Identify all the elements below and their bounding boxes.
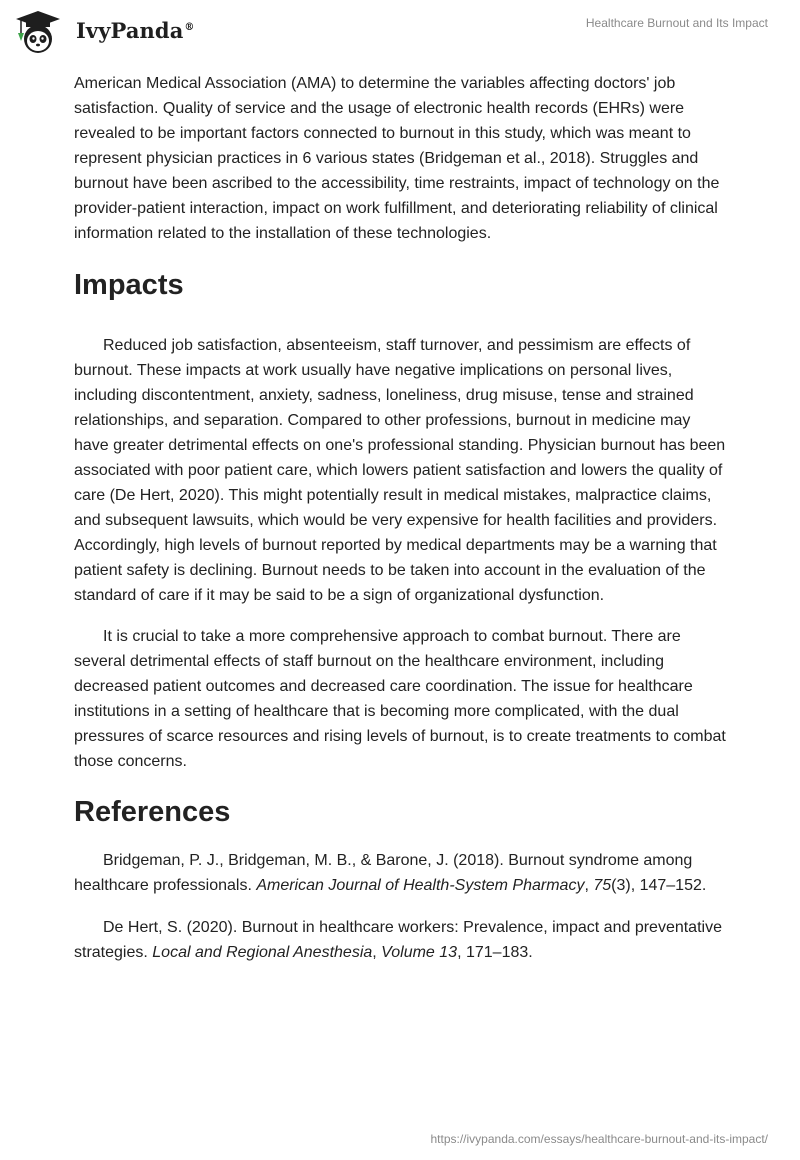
brand-name[interactable] — [76, 18, 195, 43]
reference-item — [74, 848, 726, 898]
references-heading: References — [74, 796, 231, 828]
impacts-paragraph-2: It is crucial to take a more comprehensive approach to combat burnout. There are several detrimental effects of staff burnout on the healthcare environment, including decreased patient outcomes and decreased care coordination. The issue for healthcare institutions in a setting of healthcare that is becoming more complicated, with the dual pressures of scarce resources and rising levels of burnout, is to create treatments to combat those concerns. — [74, 628, 726, 770]
reference-authors: De Hert, S. (2020). Burnout in healthcare workers: Prevalence, impact and preventative strategies. — [74, 919, 722, 961]
essay-content — [74, 71, 726, 982]
brand-text: IvyPanda — [76, 18, 184, 43]
reference-item — [74, 915, 726, 965]
registered-mark: ® — [184, 22, 195, 33]
reference-journal: Local and Regional Anesthesia — [152, 944, 373, 961]
reference-separator: , — [584, 877, 594, 894]
reference-volume: Volume 13 — [381, 944, 458, 961]
reference-journal: American Journal of Health-System Pharmacy — [256, 877, 585, 894]
page-header — [0, 0, 800, 62]
panda-graduate-icon[interactable] — [14, 9, 62, 55]
reference-separator: , — [372, 944, 382, 961]
source-url[interactable]: https://ivypanda.com/essays/healthcare-burnout-and-its-impact/ — [430, 1132, 768, 1146]
document-title: Healthcare Burnout and Its Impact — [585, 16, 768, 30]
impacts-paragraph-1: Reduced job satisfaction, absenteeism, staff turnover, and pessimism are effects of burnout. These impacts at work usually have negative implications on personal lives, including discontentment, anxiety, sadness, loneliness, drug misuse, tense and strained relationships, and separation. Compared to other professions, burnout in medicine may have greater detrimental effects on one's professional standing. Physician burnout has been associated with poor patient care, which lowers patient satisfaction and lowers the quality of care (De Hert, 2020). This might potentially result in medical mistakes, malpractice claims, and subsequent lawsuits, which would be very expensive for health facilities and providers. Accordingly, high levels of burnout reported by medical departments may be a warning that patient safety is declining. Burnout needs to be taken into account in the evaluation of the standard of care if it may be said to be a sign of organizational dysfunction. — [74, 337, 726, 604]
impacts-heading: Impacts — [74, 269, 184, 301]
reference-authors: Bridgeman, P. J., Bridgeman, M. B., & Barone, J. (2018). Burnout syndrome among healthcare professionals. — [74, 852, 693, 894]
reference-pages: (3), 147–152. — [611, 877, 707, 894]
reference-volume: 75 — [593, 877, 612, 894]
intro-paragraph: American Medical Association (AMA) to determine the variables affecting doctors' job satisfaction. Quality of service and the usage of electronic health records (EHRs) were revealed to be important factors connected to burnout in this study, which was meant to represent physician practices in 6 various states (Bridgeman et al., 2018). Struggles and burnout have been ascribed to the accessibility, time restraints, impact of technology on the provider-patient interaction, impact on work fulfillment, and deteriorating reliability of clinical information related to the installation of these technologies. — [74, 75, 720, 242]
reference-pages: , 171–183. — [457, 944, 533, 961]
